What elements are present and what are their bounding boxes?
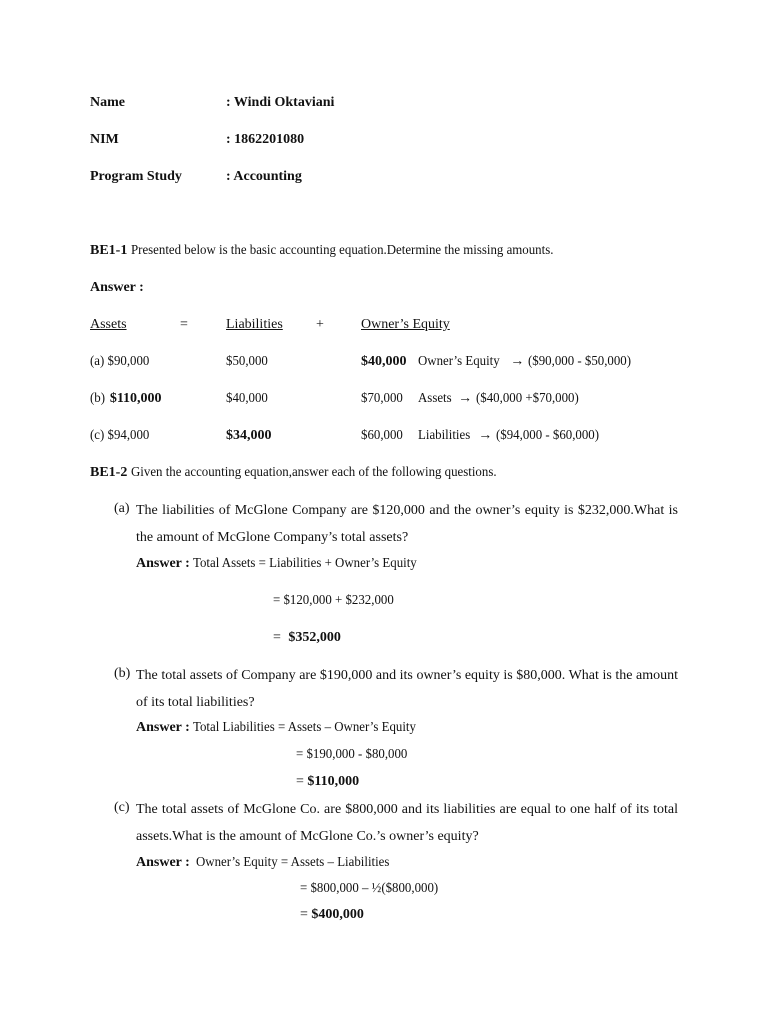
be1-2-code: BE1-2 xyxy=(90,465,128,480)
col-header-equals: = xyxy=(180,317,188,332)
row-a-assets: (a) $90,000 xyxy=(90,354,150,369)
answer-b-result: $110,000 xyxy=(307,774,360,789)
answer-b-label: Answer : xyxy=(136,720,190,735)
arrow-right-icon: → xyxy=(510,354,525,369)
answer-b-result-eq: = xyxy=(296,774,304,789)
answer-a-formula: Total Assets = Liabilities + Owner’s Equity xyxy=(193,556,418,571)
answer-a-result-row xyxy=(273,629,341,647)
col-header-plus: + xyxy=(316,317,324,332)
question-a-text: The liabilities of McGlone Company are $120,000 and the owner’s equity is $232,000.What is the amount of McGlone Company’s total assets? xyxy=(136,503,678,545)
answer-a-label: Answer : xyxy=(136,556,190,571)
be1-1-answer-label: Answer : xyxy=(90,280,144,295)
row-b-liabilities: $40,000 xyxy=(226,391,268,406)
nim-label: NIM xyxy=(90,132,119,147)
col-header-assets: Assets xyxy=(90,317,127,332)
answer-c-result-row xyxy=(300,906,364,924)
be1-2-question xyxy=(90,464,528,482)
arrow-right-icon: → xyxy=(458,391,473,406)
row-c-assets: (c) $94,000 xyxy=(90,428,150,443)
question-c-text: The total assets of McGlone Co. are $800,000 and its liabilities are equal to one half of its total assets.What is the amount of McGlone Co.’s owner’s equity? xyxy=(136,802,678,844)
row-b-equity: $70,000 xyxy=(361,391,403,406)
col-header-equity: Owner’s Equity xyxy=(361,317,450,332)
row-a-note xyxy=(418,353,640,371)
be1-1-prompt: Presented below is the basic accounting equation.Determine the missing amounts. xyxy=(130,243,554,258)
row-a-liabilities: $50,000 xyxy=(226,354,268,369)
program-value: : Accounting xyxy=(226,169,302,184)
row-b-note-calc: ($40,000 +$70,000) xyxy=(475,391,579,406)
answer-c-result: $400,000 xyxy=(311,907,364,922)
row-a-note-label: Owner’s Equity xyxy=(418,354,500,369)
arrow-right-icon: → xyxy=(478,428,493,443)
name-label: Name xyxy=(90,95,125,110)
answer-c-formula: Owner’s Equity = Assets – Liabilities xyxy=(196,855,390,870)
nim-value: : 1862201080 xyxy=(226,132,305,147)
program-label: Program Study xyxy=(90,169,182,184)
answer-a-step: = $120,000 + $232,000 xyxy=(273,593,394,608)
row-b-assets-cell xyxy=(90,390,162,408)
question-c-label: (c) xyxy=(114,800,130,815)
answer-a-result-eq: = xyxy=(273,630,281,645)
row-b-note-label: Assets xyxy=(418,391,452,406)
col-header-liabilities: Liabilities xyxy=(226,317,283,332)
be1-1-code: BE1-1 xyxy=(90,243,128,258)
row-a-note-calc: ($90,000 - $50,000) xyxy=(527,354,631,369)
row-c-equity: $60,000 xyxy=(361,428,403,443)
row-c-note-calc: ($94,000 - $60,000) xyxy=(495,428,599,443)
be1-1-question xyxy=(90,242,590,260)
row-c-liabilities: $34,000 xyxy=(226,428,272,443)
answer-b xyxy=(136,719,436,737)
question-a-label: (a) xyxy=(114,501,130,516)
row-b-prefix: (b) xyxy=(90,391,106,406)
row-c-note xyxy=(418,427,608,445)
answer-a-result: $352,000 xyxy=(288,630,341,645)
question-b-text: The total assets of Company are $190,000 and its owner’s equity is $80,000. What is the amount of its total liabilities? xyxy=(136,668,678,710)
be1-2-prompt: Given the accounting equation,answer each of the following questions. xyxy=(130,465,497,480)
row-b-assets: $110,000 xyxy=(109,391,162,406)
row-b-note xyxy=(418,390,587,408)
answer-b-result-row xyxy=(296,773,359,791)
row-a-equity: $40,000 xyxy=(361,354,407,369)
name-value: : Windi Oktaviani xyxy=(226,95,335,110)
answer-c-label: Answer : xyxy=(136,855,190,870)
answer-c xyxy=(136,854,407,872)
question-b-label: (b) xyxy=(114,666,131,681)
answer-b-step: = $190,000 - $80,000 xyxy=(296,747,408,762)
row-c-note-label: Liabilities xyxy=(418,428,471,443)
answer-b-formula: Total Liabilities = Assets – Owner’s Equity xyxy=(193,720,417,735)
answer-c-step: = $800,000 – ½($800,000) xyxy=(300,881,439,896)
answer-a xyxy=(136,555,437,573)
answer-c-result-eq: = xyxy=(300,907,308,922)
